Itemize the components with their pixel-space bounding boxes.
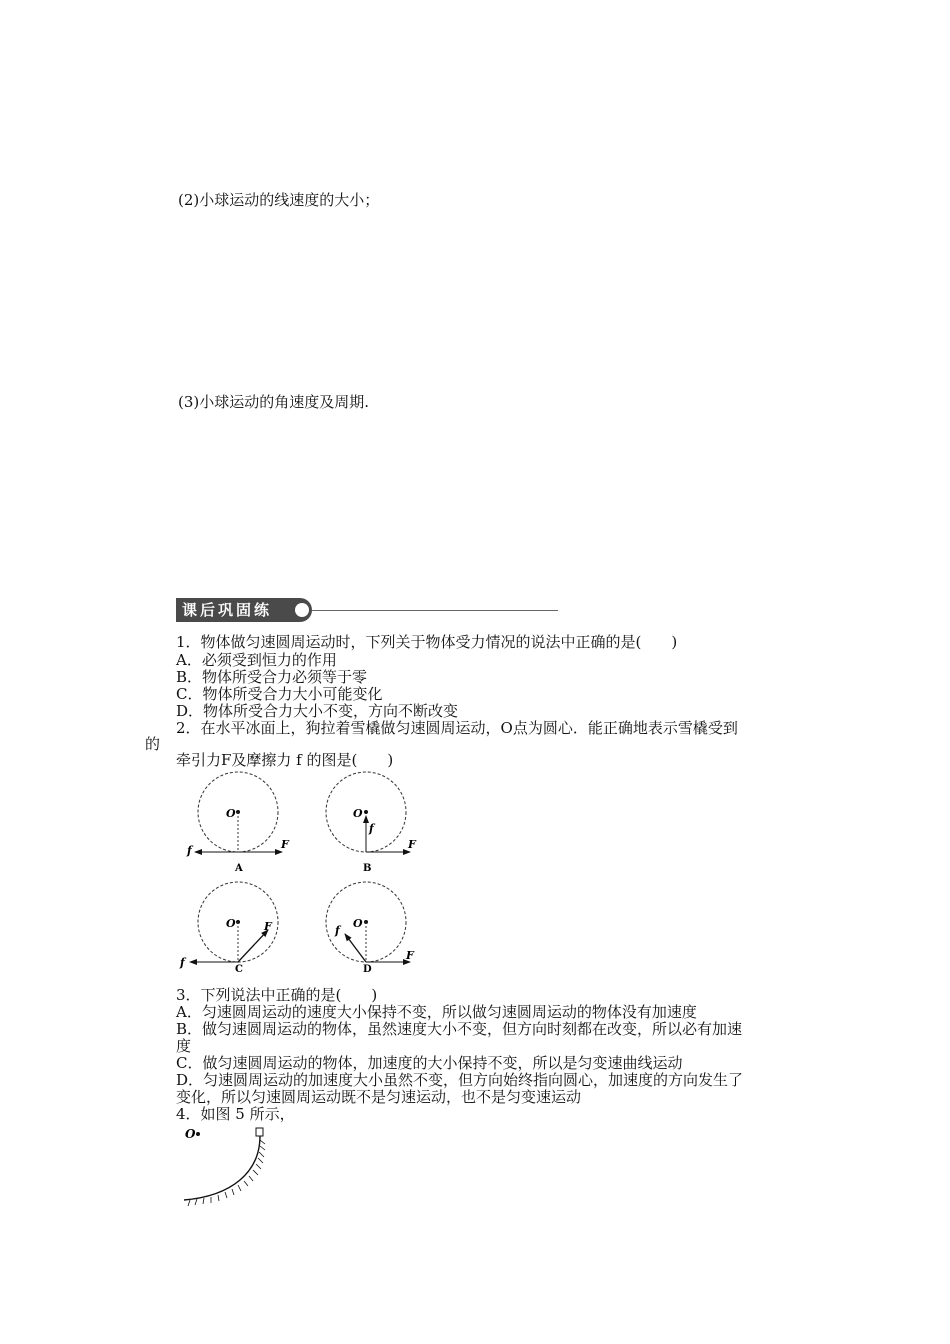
q3-option-d-wrap: 变化，所以匀速圆周运动既不是匀速运动，也不是匀变速运动 xyxy=(176,1088,582,1106)
q1-option-d: D．物体所受合力大小不变，方向不断改变 xyxy=(176,702,459,720)
panel-label: A xyxy=(235,863,243,874)
q3-option-c: C．做匀速圆周运动的物体，加速度的大小保持不变，所以是匀变速曲线运动 xyxy=(176,1054,683,1072)
track-hatching xyxy=(188,1140,265,1206)
panel-label: D xyxy=(363,964,372,975)
q2-stem-wrap: 的 xyxy=(145,735,161,753)
panel-label: B xyxy=(363,863,372,874)
center-label: O xyxy=(226,807,236,820)
panel-a xyxy=(186,772,290,874)
q3-option-b-wrap: 度 xyxy=(176,1037,192,1055)
panel-label: C xyxy=(235,964,243,975)
panel-d xyxy=(326,882,415,975)
q2-stem-line1: 2．在水平冰面上，狗拉着雪橇做匀速圆周运动，O点为圆心．能正确地表示雪橇受到 xyxy=(176,719,738,737)
force-F-label: F xyxy=(264,920,272,933)
force-f-label: f xyxy=(335,924,340,937)
center-point xyxy=(196,1132,200,1136)
force-f-label: f xyxy=(187,844,192,857)
force-F-label: F xyxy=(408,838,416,851)
center-label: O xyxy=(353,917,363,930)
section-header xyxy=(176,598,560,622)
q1-stem: 1．物体做匀速圆周运动时，下列关于物体受力情况的说法中正确的是( ) xyxy=(176,633,678,651)
q3-option-a: A．匀速圆周运动的速度大小保持不变，所以做匀速圆周运动的物体没有加速度 xyxy=(176,1003,697,1021)
force-F-arrow xyxy=(238,930,268,962)
q4-stem: 4．如图 5 所示， xyxy=(176,1105,295,1123)
q2-stem-line2: 牵引力F及摩擦力 f 的图是( ) xyxy=(176,751,394,769)
section-title xyxy=(176,598,312,622)
force-f-label: f xyxy=(180,956,185,969)
q2-force-diagrams xyxy=(170,770,430,980)
curved-track xyxy=(184,1136,260,1200)
q3-option-d: D．匀速圆周运动的加速度大小虽然不变，但方向始终指向圆心，加速度的方向发生了 xyxy=(176,1071,744,1089)
bullet-dot-icon xyxy=(295,603,309,617)
q1-option-a: A．必须受到恒力的作用 xyxy=(176,651,337,669)
sub-question-2: (2)小球运动的线速度的大小； xyxy=(178,191,380,209)
q1-option-c: C．物体所受合力大小可能变化 xyxy=(176,685,383,703)
center-point xyxy=(364,810,368,814)
center-label: O xyxy=(185,1127,196,1141)
center-label: O xyxy=(353,807,363,820)
force-f-label: f xyxy=(369,822,374,835)
panel-b xyxy=(326,772,417,874)
sub-question-3: (3)小球运动的角速度及周期. xyxy=(178,393,370,411)
q1-option-b: B．物体所受合力必须等于零 xyxy=(176,668,368,686)
force-F-label: F xyxy=(281,838,289,851)
section-title-text: 课后巩固练 xyxy=(182,601,273,619)
panel-c xyxy=(179,882,278,975)
force-F-label: F xyxy=(406,949,414,962)
q4-track-figure xyxy=(176,1122,276,1212)
q3-stem: 3．下列说法中正确的是( ) xyxy=(176,986,378,1004)
center-label: O xyxy=(226,917,236,930)
q3-option-b: B．做匀速圆周运动的物体，虽然速度大小不变，但方向时刻都在改变，所以必有加速 xyxy=(176,1020,743,1038)
small-ball-block xyxy=(256,1128,263,1136)
section-rule xyxy=(312,610,558,611)
